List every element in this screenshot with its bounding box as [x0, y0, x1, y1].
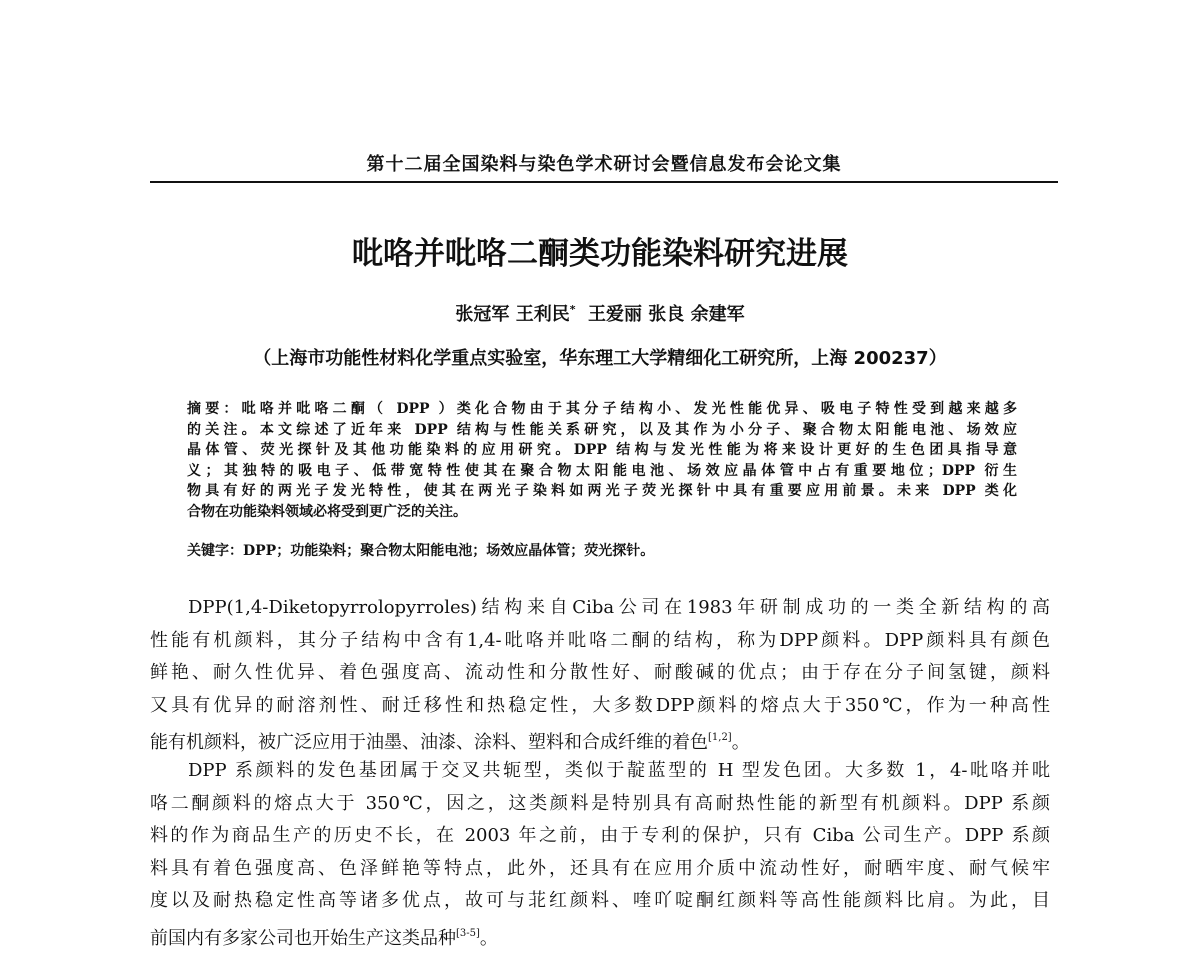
paragraph-text: 前国内有多家公司也开始生产这类品种: [150, 927, 456, 949]
paragraph-line: [150, 722, 1050, 755]
abstract: [187, 399, 1017, 522]
author: 张良: [648, 304, 685, 325]
paragraph-end: 。: [731, 732, 750, 754]
paragraph-end: 。: [479, 927, 498, 949]
paragraph-line: 料具有着色强度高、色泽鲜艳等特点，此外，还具有在应用介质中流动性好，耐晒牢度、耐气候牢: [150, 857, 1050, 879]
paragraph-line: 性能有机颜料，其分子结构中含有1,4-吡咯并吡咯二酮的结构，称为DPP颜料。DPP颜料具有颜色: [150, 629, 1050, 651]
author: 张冠军: [455, 304, 510, 325]
running-header: 第十二届全国染料与染色学术研讨会暨信息发布会论文集: [366, 154, 842, 175]
citation: [1,2]: [708, 732, 732, 744]
paragraph-line: DPP 系颜料的发色基团属于交叉共轭型，类似于靛蓝型的 H 型发色团。大多数 1，4-吡咯并吡: [188, 759, 1050, 781]
author: 王利民: [515, 304, 570, 325]
paragraph-line: 咯二酮颜料的熔点大于 350℃，因之，这类颜料是特别具有高耐热性能的新型有机颜料。DPP 系颜: [150, 792, 1050, 814]
body-text: [150, 592, 1050, 951]
abstract-line: 的关注。本文综述了近年来 DPP 结构与性能关系研究，以及其作为小分子、聚合物太阳能电池、场效应: [187, 421, 1017, 438]
abstract-line: 物具有好的两光子发光特性，使其在两光子染料如两光子荧光探针中具有重要应用前景。未来 DPP 类化: [187, 483, 1017, 499]
author: 余建军: [690, 304, 745, 325]
paragraph-line: 料的作为商品生产的历史不长，在 2003 年之前，由于专利的保护，只有 Ciba 公司生产。DPP 系颜: [150, 825, 1050, 847]
author-list: [0, 300, 1200, 326]
paragraph-text: 能有机颜料，被广泛应用于油墨、油漆、涂料、塑料和合成纤维的着色: [150, 732, 708, 754]
paragraph-line: 又具有优异的耐溶剂性、耐迁移性和热稳定性，大多数DPP颜料的熔点大于350℃，作为一种高性: [150, 694, 1050, 716]
paragraph-line: 度以及耐热稳定性高等诸多优点，故可与苝红颜料、喹吖啶酮红颜料等高性能颜料比肩。为此，目: [150, 890, 1050, 912]
paper-title: 吡咯并吡咯二酮类功能染料研究进展: [352, 236, 848, 272]
author: 王爱丽: [588, 304, 643, 325]
corresponding-mark: *: [569, 303, 576, 316]
abstract-line: 义；其独特的吸电子、低带宽特性使其在聚合物太阳能电池、场效应晶体管中占有重要地位；DPP 衍生: [187, 462, 1017, 479]
paragraph-line: [150, 918, 1050, 951]
affiliation: （上海市功能性材料化学重点实验室，华东理工大学精细化工研究所，上海 200237）: [253, 348, 947, 369]
header-rule: [150, 181, 1058, 183]
abstract-line: 晶体管、荧光探针及其他功能染料的应用研究。DPP 结构与发光性能为将来设计更好的生色团具指导意: [187, 442, 1017, 458]
paragraph-line: 鲜艳、耐久性优异、着色强度高、流动性和分散性好、耐酸碱的优点；由于存在分子间氢键，颜料: [150, 662, 1050, 684]
abstract-line: 合物在功能染料领域必将受到更广泛的关注。: [187, 503, 467, 520]
keywords: 关键字：DPP；功能染料；聚合物太阳能电池；场效应晶体管；荧光探针。: [187, 543, 655, 559]
citation: [3-5]: [456, 927, 480, 939]
paragraph-line: DPP(1,4-Diketopyrrolopyrroles)结构来自Ciba公司在1983年研制成功的一类全新结构的高: [188, 597, 1050, 618]
abstract-line: 摘要：吡咯并吡咯二酮（ DPP ）类化合物由于其分子结构小、发光性能优异、吸电子特性受到越来越多: [187, 401, 1017, 417]
